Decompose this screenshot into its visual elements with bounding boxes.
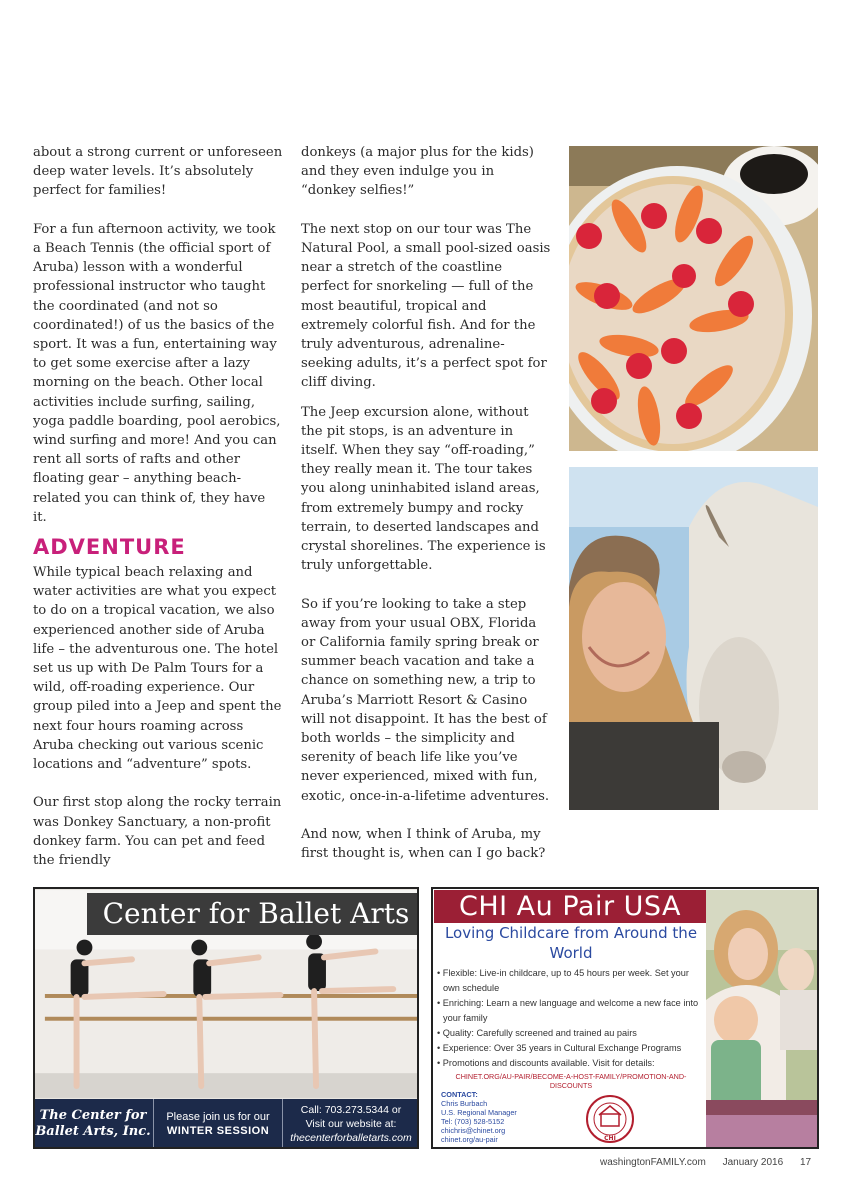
paragraph: The next stop on our tour was The Natural Pool, a small pool-sized oasis near a stretch of the coastline perfect for snorkeling — full of the most beautiful, tropical and extremely colorful fish. And for the truly adventurous, adrenaline-seeking adults, it’s a perfect spot for cliff diving. (301, 221, 551, 391)
paragraph: So if you’re looking to take a step away from your usual OBX, Florida or California family spring break or summer beach vacation and take a chance on something new, a trip to Aruba’s Marriott Resort & Casino will not disappoint. It has the best of both worlds – the simplicity and serenity of beach life like you’ve never experienced, mixed with fun, exotic, once-in-a-lifetime adventures. (301, 596, 550, 804)
paragraph: Our first stop along the rocky terrain was Donkey Sanctuary, a non-profit donkey farm. You can pet and feed the friendly (33, 795, 282, 869)
list-item: • Quality: Carefully screened and trained au pairs (435, 1026, 707, 1041)
donkey-selfie-photo (569, 467, 818, 810)
contact-name: Chris Burbach (441, 1099, 488, 1109)
ballet-ad[interactable] (33, 887, 419, 1149)
contact-website-link[interactable]: chinet.org/au-pair (441, 1135, 498, 1145)
paragraph: donkeys (a major plus for the kids) and they even indulge you in “donkey selfies!” (301, 145, 534, 199)
paragraph: about a strong current or unforeseen deep water levels. It’s absolutely perfect for families! (33, 145, 283, 199)
ballet-ad-join (153, 1099, 283, 1149)
family-photo (706, 890, 819, 1148)
list-item: • Flexible: Live-in childcare, up to 45 hours per week. Set your own schedule (435, 966, 707, 996)
contact-role: U.S. Regional Manager (441, 1108, 517, 1118)
chi-ad-title: CHI Au Pair USA (434, 890, 706, 923)
chi-seal-logo (583, 1094, 637, 1144)
chi-ad-contact (441, 1090, 517, 1145)
ballet-ad-name-line1: The Center for (39, 1108, 147, 1123)
contact-email-link[interactable]: chichris@chinet.org (441, 1126, 506, 1136)
ballet-ad-name (35, 1099, 151, 1149)
footer-site: washingtonFAMILY.com (600, 1157, 706, 1168)
article-column-2 (301, 143, 553, 883)
donkey-selfie-image (569, 467, 818, 810)
ballet-ad-contact (283, 1099, 419, 1149)
ballet-ad-phone[interactable]: Call: 703.273.5344 or (300, 1104, 402, 1116)
list-item: • Experience: Over 35 years in Cultural Exchange Programs (435, 1041, 707, 1056)
ballet-ad-join-line1: Please join us for our (166, 1111, 270, 1123)
ballet-ad-website-link[interactable]: thecenterforballetarts.com (290, 1132, 412, 1144)
paragraph: For a fun afternoon activity, we took a Beach Tennis (the official sport of Aruba) lesson with a wonderful professional instructor who taught the coordinated (and not so coordinated!) of us the basics of the sport. It was a fun, entertaining way to get some exercise after a lazy morning on the beach. Other local activities include surfing, sailing, yoga paddle boarding, pool aerobics, wind surfing and more! And you can rent all sorts of rafts and other floating gear – anything beach-related you can think of, they have it. (33, 221, 281, 525)
page-footer (600, 1157, 825, 1168)
contact-phone[interactable]: Tel: (703) 528-5152 (441, 1117, 505, 1127)
article-column-1 (33, 143, 283, 889)
footer-issue: January 2016 (722, 1157, 784, 1168)
chi-ad-bullets (435, 966, 707, 1071)
ballet-ad-footer (35, 1099, 417, 1149)
pancake-photo (569, 146, 818, 451)
list-item: • Promotions and discounts available. Visit for details: (435, 1056, 707, 1071)
ballet-ad-visit: Visit our website at: (305, 1118, 397, 1130)
contact-label: CONTACT: (441, 1090, 478, 1099)
chi-seal-text: CHI (604, 1135, 616, 1142)
page-number: 17 (799, 1157, 812, 1168)
chi-au-pair-ad[interactable] (431, 887, 819, 1149)
ballet-ad-name-line2: Ballet Arts, Inc. (35, 1124, 151, 1139)
paragraph: The Jeep excursion alone, without the pit stops, is an adventure in itself. When they say “off-roading,” they really mean it. The tour takes you along uninhabited island areas, from extremely bumpy and rocky terrain, to deserted landscapes and crystal shorelines. The experience is truly unforgettable. (301, 404, 546, 574)
paragraph: While typical beach relaxing and water activities are what you expect to do on a tropical vacation, we also experienced another side of Aruba life – the adventurous one. The hotel set us up with De Palm Tours for a wild, off-roading experience. Our group piled into a Jeep and spent the next four hours roaming across Aruba checking out various scenic locations and “adventure” spots. (33, 565, 282, 773)
ballet-ad-title: Center for Ballet Arts (87, 893, 419, 935)
pancake-image (569, 146, 818, 451)
section-heading: ADVENTURE (33, 535, 186, 560)
paragraph: And now, when I think of Aruba, my first thought is, when can I go back? (301, 827, 546, 862)
chi-ad-tagline: Loving Childcare from Around the World (444, 924, 698, 962)
ballet-ad-session: WINTER SESSION (166, 1125, 270, 1137)
list-item: • Enriching: Learn a new language and welcome a new face into your family (435, 996, 707, 1026)
chi-ad-promo-link[interactable]: CHINET.ORG/AU-PAIR/BECOME-A-HOST-FAMILY/PROMOTION-AND-DISCOUNTS (455, 1072, 687, 1090)
